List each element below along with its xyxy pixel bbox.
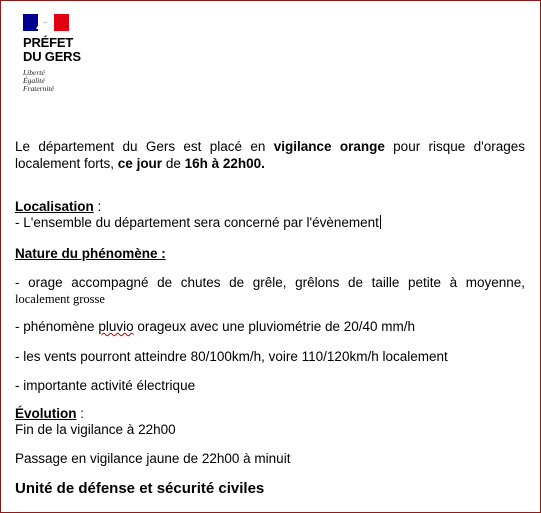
evolution-colon: : bbox=[76, 406, 85, 421]
logo-motto bbox=[23, 69, 103, 93]
motto-line2: Égalité bbox=[23, 76, 45, 85]
logo-title bbox=[23, 36, 103, 64]
localisation-line: - L'ensemble du département sera concerné par l'évènement bbox=[15, 215, 379, 230]
prefecture-logo bbox=[23, 14, 103, 104]
evolution-line2: Passage en vigilance jaune de 22h00 à minuit bbox=[15, 451, 291, 466]
localisation-text bbox=[15, 214, 525, 231]
text-cursor bbox=[380, 215, 381, 229]
nature-item-hail-line1: - orage accompagné de chutes de grêle, grêlons de taille petite à moyenne, bbox=[15, 275, 525, 290]
nature-heading: Nature du phénomène : bbox=[15, 246, 166, 261]
marianne-flag-icon bbox=[23, 14, 69, 31]
nature-item-rain-text1: - phénomène bbox=[15, 319, 99, 334]
intro-paragraph bbox=[15, 138, 525, 172]
logo-title-line1: PRÉFET bbox=[23, 35, 74, 50]
intro-text-1: Le département du Gers est placé en bbox=[15, 139, 274, 154]
nature-item-hail bbox=[15, 274, 525, 308]
localisation-colon: : bbox=[93, 199, 102, 214]
localisation-title: Localisation bbox=[15, 199, 94, 214]
nature-item-lightning: - importante activité électrique bbox=[15, 378, 196, 393]
evolution-heading bbox=[15, 405, 525, 422]
localisation-heading bbox=[15, 198, 525, 215]
logo-title-line2: DU GERS bbox=[23, 49, 81, 64]
nature-item-rain-misspelled: pluvio bbox=[98, 319, 134, 334]
nature-item-rain bbox=[15, 318, 525, 335]
intro-text-3: de bbox=[162, 156, 185, 171]
evolution-line1: Fin de la vigilance à 22h00 bbox=[15, 422, 176, 437]
intro-day: ce jour bbox=[117, 156, 163, 171]
footer-unit: Unité de défense et sécurité civiles bbox=[15, 480, 265, 497]
motto-line1: Liberté bbox=[23, 68, 45, 77]
motto-line3: Fraternité bbox=[23, 84, 54, 93]
intro-text-2: pour risque d'orages localement forts, bbox=[15, 139, 525, 171]
nature-item-wind: - les vents pourront atteindre 80/100km/h, voire 110/120km/h localement bbox=[15, 349, 448, 364]
evolution-title: Évolution bbox=[15, 406, 77, 421]
nature-item-hail-line2: localement grosse bbox=[15, 292, 105, 306]
intro-vigilance-level: vigilance orange bbox=[273, 139, 385, 154]
nature-item-rain-text2: orageux avec une pluviométrie de 20/40 mm/h bbox=[133, 319, 416, 334]
intro-hours: 16h à 22h00. bbox=[184, 156, 265, 171]
